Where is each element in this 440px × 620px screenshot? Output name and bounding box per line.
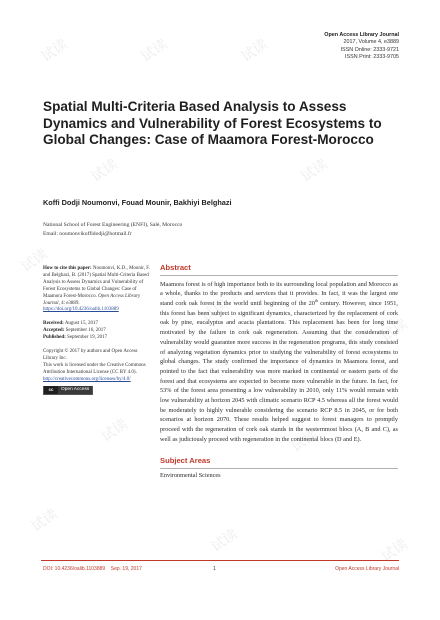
received-date: August 15, 2017	[64, 321, 99, 327]
license-link[interactable]: http://creativecommons.org/licenses/by/4.0/	[43, 376, 131, 382]
watermark: 试读	[198, 296, 231, 326]
page-number: 1	[213, 566, 216, 572]
footer-doi: DOI: 10.4236/oalib.1103889	[43, 566, 106, 572]
cite-label: How to cite this paper:	[43, 266, 92, 271]
watermark: 试读	[378, 316, 411, 346]
subject-areas	[160, 456, 398, 480]
watermark: 试读	[18, 246, 51, 276]
copyright-text: Copyright © 2017 by authors and Open Access Library Inc.	[43, 349, 138, 361]
license-block	[43, 349, 151, 395]
author-email: Email: noumonvikoffidodji@hotmail.fr	[43, 230, 132, 237]
published-label: Published:	[43, 335, 66, 341]
published-date: September 19, 2017	[67, 335, 108, 341]
watermark: 试读	[98, 416, 131, 446]
main-column	[160, 263, 398, 479]
abstract-text-end: century. However, since 1951, this forest has been subject to significant dynamics, characterized by the replacement of cork oak by pine, eucalyptus and acacia plantations. This replacement has been for long time motivated by the failure in cork oak regeneration. Assuming that the consideration of vulnerability would guarantee more success in the regeneration programs, this study consisted of analyzing vegetation dynamics prior to studying the vulnerability of forest ecosystems to global changes. The study confirmed the importance of dynamics in Maamora forest, and pointed to the fact that vulnerability was more marked in continental or eastern parts of the forest and that ecosystems are expected to become more vulnerable in the future. In fact, for 53% of the forest area presenting a low vulnerability in 2010, only 11% would remain with low vulnerability at horizon 2045 with climatic scenario RCP 4.5 whereas all the forest would be moderately to highly vulnerable considering the scenario RCP 8.5 in 2045, or for both scenarios at horizon 2070. These results helped suggest to forest managers to promptly proceed with the regeneration of cork oak stands in the westernmost blocs (A, B and C), as well as judiciously proceed with regeneration in the continental blocs (D and E).	[160, 300, 398, 443]
cite-text: Noumonvi, K.D., Mounir, F. and Belghazi, B. (2017) Spatial Multi-Criteria Based Analysis to Assess Dynamics and Vulnerability of Forest Ecosystems to Global Changes: Case of Maamora Forest-Morocco.	[43, 266, 150, 299]
license-text: This work is licensed under the Creative Commons Attribution International License (CC BY 4.0).	[43, 362, 146, 375]
watermark: 试读	[298, 156, 331, 186]
received-label: Received:	[43, 321, 64, 327]
watermark: 试读	[88, 156, 121, 186]
issn-online: ISSN Online: 2333-9721	[340, 46, 399, 53]
watermark: 试读	[238, 36, 271, 66]
cc-icon: cc	[44, 386, 58, 394]
watermark: 试读	[38, 36, 71, 66]
abstract-heading: Abstract	[160, 263, 191, 272]
citation-block	[43, 266, 151, 314]
abstract-superscript: th	[314, 297, 318, 303]
open-access-label: Open Access	[58, 386, 92, 394]
issn-print: ISSN Print: 2333-9705	[345, 54, 399, 61]
paper-title: Spatial Multi-Criteria Based Analysis to Assess Dynamics and Vulnerability of Forest Ecosystems to Global Changes: Case of Maamora Forest-Morocco	[43, 99, 382, 148]
abstract-text	[160, 280, 398, 445]
watermark: 试读	[208, 526, 241, 556]
journal-volume: 2017, Volume 4, e3889	[343, 39, 399, 46]
doi-link[interactable]: https://doi.org/10.4236/oalib.1103889	[43, 307, 119, 313]
cite-journal: Open Access Library Journal	[43, 293, 141, 306]
subject-divider	[160, 468, 398, 469]
watermark: 试读	[28, 506, 61, 536]
subject-text: Environmental Sciences	[160, 472, 221, 480]
footer-divider	[41, 560, 399, 561]
page-footer	[43, 566, 399, 576]
footer-date: Sep. 19, 2017	[110, 566, 142, 572]
article-info-sidebar	[43, 266, 151, 402]
journal-name: Open Access Library Journal	[324, 32, 399, 38]
open-access-badge[interactable]	[43, 386, 93, 395]
abstract-divider	[160, 275, 398, 276]
affiliation: National School of Forest Engineering (ENFI), Salé, Morocco	[43, 222, 183, 228]
abstract-text-start: Maamora forest is of high importance both to its surrounding local population and Morocco as a whole, thanks to the products and services that it provides. In fact, it was the largest one stand cork oak forest in the world until beginning of the 20	[160, 280, 398, 307]
cite-volume: , 4: e3889.	[58, 300, 80, 306]
accepted-label: Accepted:	[43, 328, 65, 334]
watermark: 试读	[138, 36, 171, 66]
journal-header	[324, 32, 399, 62]
affiliation-block	[43, 221, 403, 238]
watermark: 试读	[288, 426, 321, 456]
dates-block	[43, 321, 151, 342]
author-list: Koffi Dodji Noumonvi, Fouad Mounir, Bakhiyi Belghazi	[43, 198, 232, 207]
footer-journal: Open Access Library Journal	[335, 566, 399, 572]
accepted-date: September 16, 2017	[65, 328, 106, 334]
subject-heading: Subject Areas	[160, 455, 211, 465]
footer-doi-date	[43, 566, 142, 572]
watermark: 试读	[378, 536, 411, 566]
